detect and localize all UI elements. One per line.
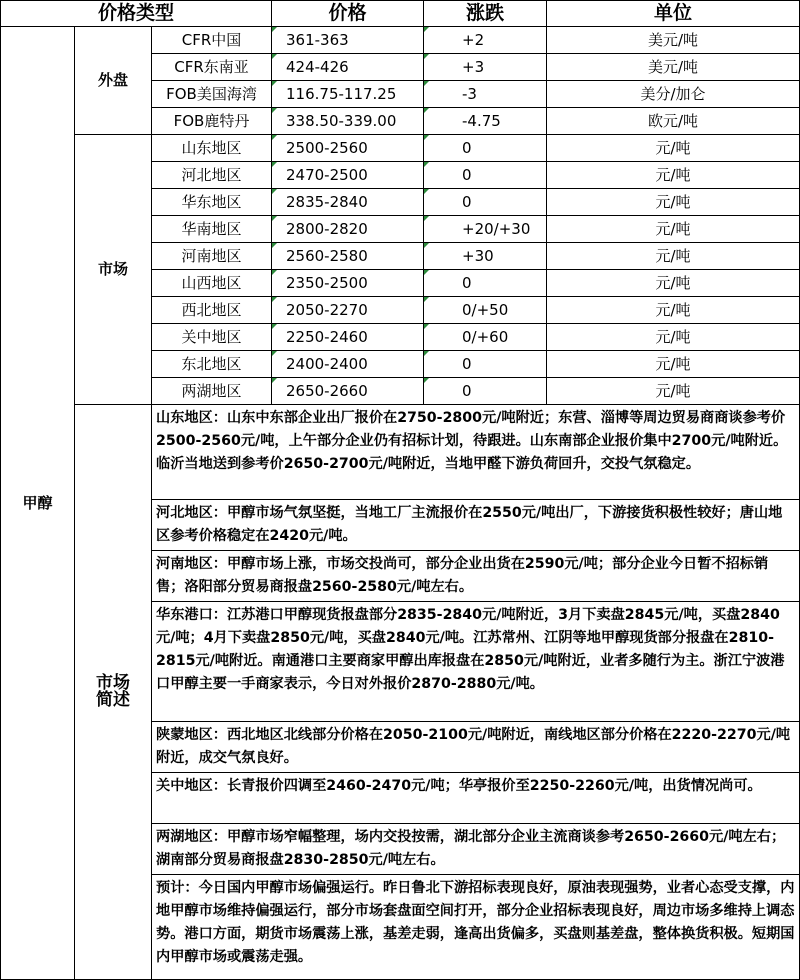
price-cell: 2470-2500 [272,162,424,189]
region-cell: 华东地区 [152,189,272,216]
note-henan: 河南地区：甲醇市场上涨，市场交投尚可，部分企业出货在2590元/吨；部分企业今日暂不招标销售；洛阳部分贸易商报盘2560-2580元/吨左右。 [152,551,800,602]
change-cell: +30 [424,243,547,270]
note-forecast: 预计：今日国内甲醇市场偏强运行。昨日鲁北下游招标表现良好，原油表现强势，业者心态受支撑，内地甲醇市场维持偏强运行，部分市场套盘面空间打开，部分企业招标表现良好，周边市场多维持上调态势。港口方面，期货市场震荡上涨，基差走弱，逢高出货偏多，买盘则基差盘，整体换货积极。短期国内甲醇市场或震荡走强。 [152,875,800,980]
price-cell: 338.50-339.00 [272,108,424,135]
change-cell: -3 [424,81,547,108]
unit-cell: 元/吨 [547,243,800,270]
change-cell: +2 [424,27,547,54]
table-row [1,27,800,54]
note-row [1,405,800,500]
price-cell: 2835-2840 [272,189,424,216]
region-cell: 西北地区 [152,297,272,324]
header-change: 涨跌 [424,1,547,27]
price-cell: 116.75-117.25 [272,81,424,108]
table-row [1,135,800,162]
price-cell: 2050-2270 [272,297,424,324]
change-cell: -4.75 [424,108,547,135]
group-market: 市场 [75,135,152,405]
header-row [1,1,800,27]
change-cell: 0/+50 [424,297,547,324]
change-cell: +20/+30 [424,216,547,243]
price-cell: 424-426 [272,54,424,81]
price-cell: 2560-2580 [272,243,424,270]
change-cell: +3 [424,54,547,81]
note-guanzhong: 关中地区：长青报价四调至2460-2470元/吨；华亭报价至2250-2260元/吨，出货情况尚可。 [152,773,800,824]
unit-cell: 元/吨 [547,216,800,243]
region-cell: 山西地区 [152,270,272,297]
unit-cell: 元/吨 [547,324,800,351]
note-shandong: 山东地区：山东中东部企业出厂报价在2750-2800元/吨附近；东营、淄博等周边贸易商商谈参考价2500-2560元/吨，上午部分企业仍有招标计划，待跟进。山东南部企业报价集中2700元/吨附近。临沂当地送到参考价2650-2700元/吨附近，当地甲醛下游负荷回升，交投气氛稳定。 [152,405,800,500]
group-commentary: 市场 简述 [75,405,152,980]
note-hebei: 河北地区：甲醇市场气氛坚挺，当地工厂主流报价在2550元/吨出厂，下游接货积极性较好；唐山地区参考价格稳定在2420元/吨。 [152,500,800,551]
region-cell: 河南地区 [152,243,272,270]
change-cell: 0 [424,351,547,378]
price-cell: 2650-2660 [272,378,424,405]
region-cell: 两湖地区 [152,378,272,405]
note-shaanxi-mongolia: 陕蒙地区：西北地区北线部分价格在2050-2100元/吨附近，南线地区部分价格在2220-2270元/吨附近，成交气氛良好。 [152,722,800,773]
unit-cell: 欧元/吨 [547,108,800,135]
price-cell: 2250-2460 [272,324,424,351]
unit-cell: 元/吨 [547,351,800,378]
unit-cell: 元/吨 [547,297,800,324]
note-lianghu: 两湖地区：甲醇市场窄幅整理，场内交投按需，湖北部分企业主流商谈参考2650-2660元/吨左右；湖南部分贸易商报盘2830-2850元/吨左右。 [152,824,800,875]
change-cell: 0 [424,378,547,405]
unit-cell: 元/吨 [547,189,800,216]
change-cell: 0 [424,270,547,297]
product-label: 甲醇 [1,27,75,980]
region-cell: 河北地区 [152,162,272,189]
unit-cell: 元/吨 [547,135,800,162]
region-cell: FOB美国海湾 [152,81,272,108]
change-cell: 0/+60 [424,324,547,351]
change-cell: 0 [424,135,547,162]
note-east-china-port: 华东港口：江苏港口甲醇现货报盘部分2835-2840元/吨附近，3月下卖盘2845元/吨，买盘2840元/吨；4月下卖盘2850元/吨，买盘2840元/吨。江苏常州、江阴等地甲醇现货部分报盘在2810-2815元/吨附近。南通港口主要商家甲醇出库报盘在2850元/吨附近，业者多随行为主。浙江宁波港口甲醇主要一手商家表示，今日对外报价2870-2880元/吨。 [152,602,800,722]
region-cell: 东北地区 [152,351,272,378]
price-cell: 2350-2500 [272,270,424,297]
unit-cell: 元/吨 [547,378,800,405]
region-cell: CFR东南亚 [152,54,272,81]
price-cell: 2400-2400 [272,351,424,378]
unit-cell: 美元/吨 [547,27,800,54]
header-price: 价格 [272,1,424,27]
region-cell: 山东地区 [152,135,272,162]
header-type: 价格类型 [1,1,272,27]
unit-cell: 元/吨 [547,270,800,297]
region-cell: FOB鹿特丹 [152,108,272,135]
unit-cell: 元/吨 [547,162,800,189]
header-unit: 单位 [547,1,800,27]
price-cell: 2800-2820 [272,216,424,243]
group-foreign: 外盘 [75,27,152,135]
unit-cell: 美分/加仑 [547,81,800,108]
region-cell: 关中地区 [152,324,272,351]
region-cell: 华南地区 [152,216,272,243]
change-cell: 0 [424,162,547,189]
unit-cell: 美元/吨 [547,54,800,81]
price-cell: 2500-2560 [272,135,424,162]
price-cell: 361-363 [272,27,424,54]
region-cell: CFR中国 [152,27,272,54]
change-cell: 0 [424,189,547,216]
